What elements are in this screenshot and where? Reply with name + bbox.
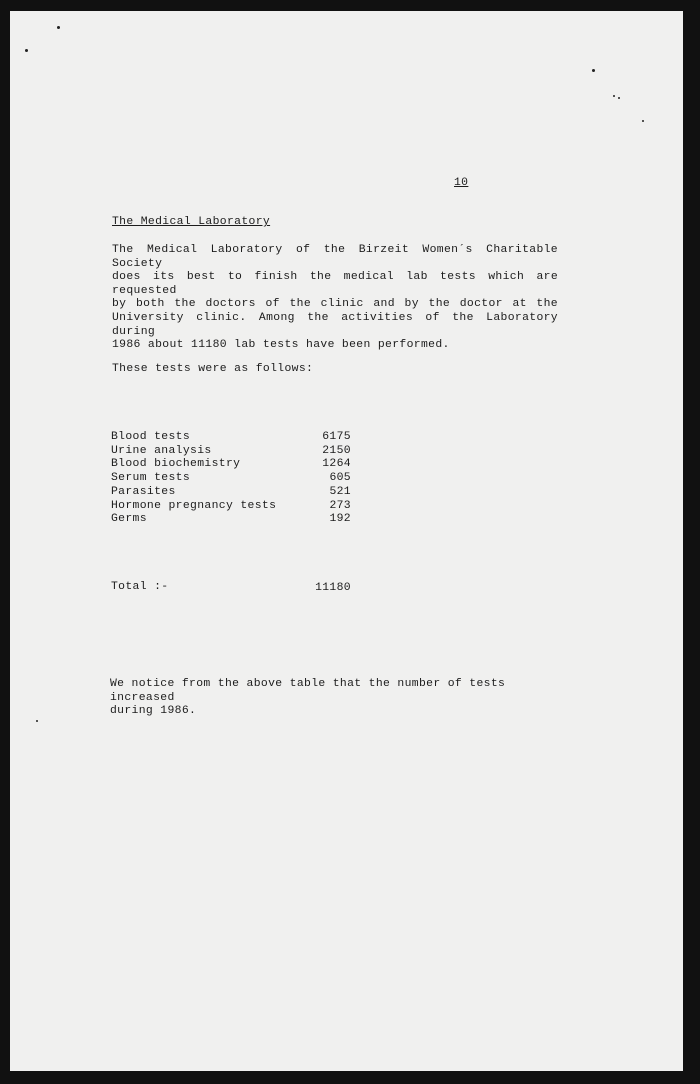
test-count: 1264 — [322, 458, 351, 471]
test-count: 273 — [329, 499, 351, 512]
page-number: 10 — [454, 177, 469, 189]
scan-speck — [25, 49, 28, 52]
conclusion-paragraph — [110, 678, 562, 719]
table-row — [111, 472, 351, 486]
paragraph-line: 1986 about 11180 lab tests have been performed. — [112, 339, 450, 352]
paragraph-line: University clinic. Among the activities of the Laboratory during — [112, 311, 558, 338]
section-heading: The Medical Laboratory — [112, 216, 271, 228]
lab-tests-table — [111, 431, 351, 527]
test-name: Germs — [111, 513, 147, 526]
table-row — [111, 458, 351, 472]
table-row — [111, 445, 351, 459]
test-name: Parasites — [111, 485, 176, 498]
scan-speck — [613, 95, 615, 97]
test-count: 6175 — [322, 431, 351, 443]
conclusion-line: We notice from the above table that the number of tests increased — [110, 678, 506, 704]
scan-speck — [592, 69, 595, 72]
body-paragraph — [112, 244, 558, 353]
table-row — [111, 500, 351, 514]
total-label: Total :- — [111, 581, 169, 593]
test-name: Urine analysis — [111, 444, 212, 457]
test-count: 605 — [329, 472, 351, 485]
conclusion-line: during 1986. — [110, 705, 197, 718]
total-value: 11180 — [315, 582, 351, 594]
scan-speck — [642, 120, 644, 122]
paragraph-line: by both the doctors of the clinic and by the doctor at the — [112, 298, 558, 311]
test-count: 2150 — [322, 444, 351, 457]
paragraph-line: The Medical Laboratory of the Birzeit Women´s Charitable Society — [112, 244, 558, 270]
test-name: Hormone pregnancy tests — [111, 499, 277, 512]
scan-speck — [618, 97, 620, 99]
document-page — [10, 11, 683, 1071]
test-count: 192 — [329, 513, 351, 526]
table-intro: These tests were as follows: — [112, 363, 314, 375]
test-count: 521 — [329, 485, 351, 498]
scan-speck — [57, 26, 60, 29]
scan-speck — [36, 720, 38, 722]
test-name: Serum tests — [111, 472, 191, 485]
table-row — [111, 431, 351, 445]
paragraph-line: does its best to finish the medical lab tests which are requested — [112, 271, 558, 297]
test-name: Blood biochemistry — [111, 458, 241, 471]
table-row — [111, 486, 351, 500]
test-name: Blood tests — [111, 431, 191, 443]
table-row — [111, 513, 351, 527]
